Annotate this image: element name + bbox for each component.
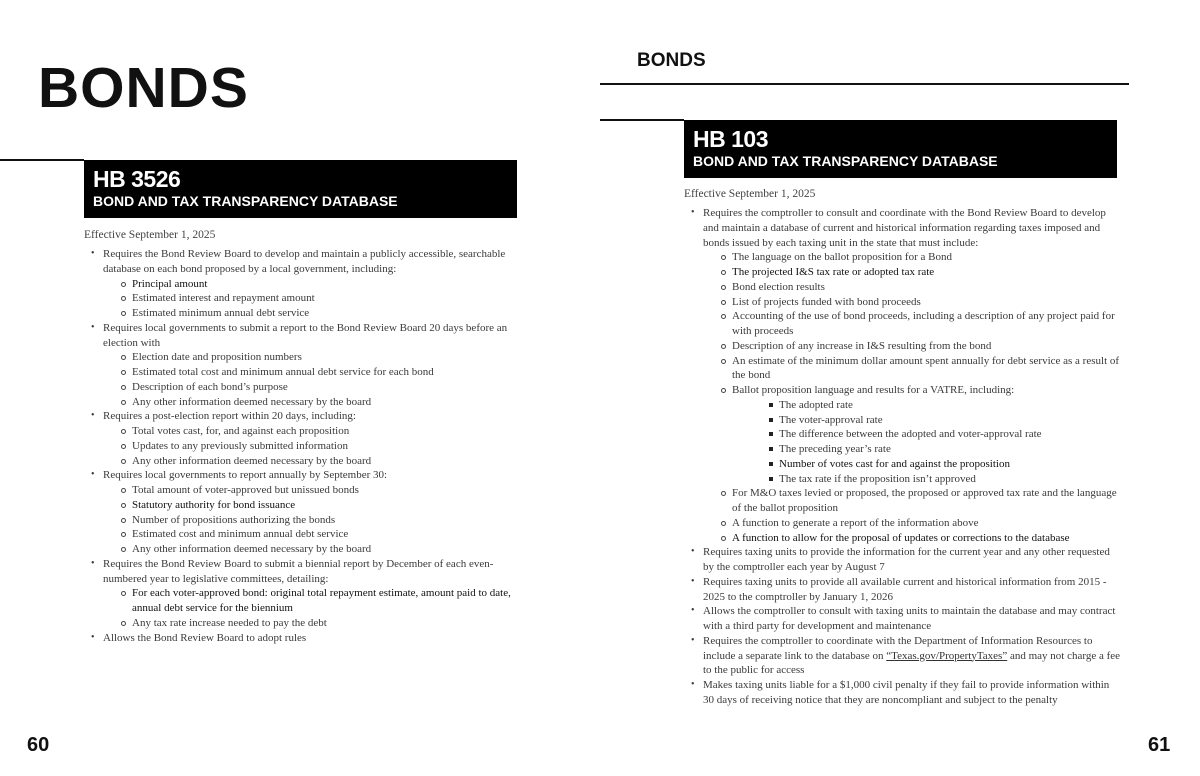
property-taxes-link[interactable]: “Texas.gov/PropertyTaxes” xyxy=(886,649,1008,662)
list-item: Any other information deemed necessary by the board xyxy=(103,395,522,410)
list-item: The preceding year’s rate xyxy=(732,442,1122,457)
list-item: A function to allow for the proposal of updates or corrections to the database xyxy=(703,531,1122,546)
bill-header-hb103 xyxy=(684,120,1117,178)
list-item: Total amount of voter-approved but unissued bonds xyxy=(103,483,522,498)
list-item: Updates to any previously submitted information xyxy=(103,439,522,454)
list-item: Ballot proposition language and results for a VATRE, including: The adopted rate The voter-approval rate The difference between the adopted and voter-approval rate The preceding year’s rate Number of votes cast for and against the proposition The tax rate if the proposition isn’t approved xyxy=(703,383,1122,486)
list-item: • Requires taxing units to provide all available current and historical information from 2015 - 2025 to the comptroller by January 1, 2026 xyxy=(692,575,1122,605)
list-item: An estimate of the minimum dollar amount spent annually for debt service as a result of the bond xyxy=(703,354,1122,384)
list-item: For M&O taxes levied or proposed, the proposed or approved tax rate and the language of the ballot proposition xyxy=(703,486,1122,516)
list-item: List of projects funded with bond proceeds xyxy=(703,295,1122,310)
list-item: • Requires local governments to submit a report to the Bond Review Board 20 days before an election with Election date and proposition numbers Estimated total cost and minimum annual debt service for each bond Description of each bond’s purpose Any other information deemed necessary by the board xyxy=(92,321,522,410)
hb103-provisions xyxy=(692,206,1122,708)
list-item: The adopted rate xyxy=(732,398,1122,413)
section-title: BONDS xyxy=(38,56,249,120)
hb3526-provisions xyxy=(92,247,522,645)
list-item: Total votes cast, for, and against each proposition xyxy=(103,424,522,439)
effective-date: Effective September 1, 2025 xyxy=(84,229,216,241)
effective-date: Effective September 1, 2025 xyxy=(684,188,816,200)
list-item: The projected I&S tax rate or adopted tax rate xyxy=(703,265,1122,280)
bill-title: BOND AND TAX TRANSPARENCY DATABASE xyxy=(693,153,998,169)
list-item: Bond election results xyxy=(703,280,1122,295)
list-item: Description of any increase in I&S resulting from the bond xyxy=(703,339,1122,354)
list-item: • Requires a post-election report within 20 days, including: Total votes cast, for, and against each proposition Updates to any previously submitted information Any other information deemed necessary by the board xyxy=(92,409,522,468)
list-item: Any tax rate increase needed to pay the debt xyxy=(103,616,522,631)
bill-header-hb3526 xyxy=(84,160,517,218)
list-item: Estimated total cost and minimum annual debt service for each bond xyxy=(103,365,522,380)
page-number: 60 xyxy=(27,734,50,756)
list-item: Statutory authority for bond issuance xyxy=(103,498,522,513)
list-item: Number of votes cast for and against the proposition xyxy=(732,457,1122,472)
list-item: The tax rate if the proposition isn’t approved xyxy=(732,472,1122,487)
list-item: The voter-approval rate xyxy=(732,413,1122,428)
list-item: • Requires local governments to report annually by September 30: Total amount of voter-approved but unissued bonds Statutory authority for bond issuance Number of propositions authorizing the bonds Estimated cost and minimum annual debt service Any other information deemed necessary by the board xyxy=(92,468,522,557)
list-item: Accounting of the use of bond proceeds, including a description of any project paid for with proceeds xyxy=(703,309,1122,339)
list-item: The language on the ballot proposition for a Bond xyxy=(703,250,1122,265)
bill-title: BOND AND TAX TRANSPARENCY DATABASE xyxy=(93,193,398,209)
list-item: • Allows the comptroller to consult with taxing units to maintain the database and may contract with a third party for development and maintenance xyxy=(692,604,1122,634)
list-item: • Requires the Bond Review Board to develop and maintain a publicly accessible, searchable database on each bond proposed by a local government, including: Principal amount Estimated interest and repayment amount Estimated minimum annual debt service xyxy=(92,247,522,321)
left-accent-rule xyxy=(0,159,84,161)
list-item: Any other information deemed necessary by the board xyxy=(103,454,522,469)
list-item: Principal amount xyxy=(103,277,522,292)
list-item: • Requires the comptroller to consult and coordinate with the Bond Review Board to develop and maintain a database of current and historical information regarding taxes imposed and bonds issued by each taxing unit in the state that must include: The language on the ballot proposition for a Bond The projected I&S tax rate or adopted tax rate Bond election results List of projects funded with bond proceeds Accounting of the use of bond proceeds, including a description of any project paid for with proceeds Description of any increase in I&S resulting from the bond An estimate of the minimum dollar amount spent annually for debt service as a result of the bond Ballot proposition language and results for a VATRE, including: The adopted rate The voter-approval rate The difference between the adopted and voter-approval rate The preceding year’s rate Number of votes cast for and against the proposition The tax rate if the proposition isn’t approved For M&O taxes levied or proposed, the proposed or approved tax rate and the language of the ballot proposition A function to generate a report of the information above A function to allow for the proposal of updates or corrections to the database xyxy=(692,206,1122,545)
list-item: The difference between the adopted and voter-approval rate xyxy=(732,427,1122,442)
list-item: • Requires the comptroller to coordinate with the Department of Information Resources to include a separate link to the database on “Texas.gov/PropertyTaxes” and may not charge a fee to the public for access xyxy=(692,634,1122,678)
page-number: 61 xyxy=(1148,734,1171,756)
list-item: Estimated interest and repayment amount xyxy=(103,291,522,306)
list-item: Number of propositions authorizing the bonds xyxy=(103,513,522,528)
bill-number: HB 103 xyxy=(693,126,768,152)
list-item: • Makes taxing units liable for a $1,000 civil penalty if they fail to provide information within 30 days of receiving notice that they are noncompliant and subject to the penalty xyxy=(692,678,1122,708)
running-head: BONDS xyxy=(637,50,706,71)
list-item: • Requires the Bond Review Board to submit a biennial report by December of each even-numbered year to legislative committees, detailing: For each voter-approved bond: original total repayment estimate, amount paid to date, annual debt service for the biennium Any tax rate increase needed to pay the debt xyxy=(92,557,522,631)
list-item: Any other information deemed necessary by the board xyxy=(103,542,522,557)
list-item: Election date and proposition numbers xyxy=(103,350,522,365)
list-item: • Allows the Bond Review Board to adopt rules xyxy=(92,631,522,646)
list-item: Estimated cost and minimum annual debt service xyxy=(103,527,522,542)
list-item: • Requires taxing units to provide the information for the current year and any other requested by the comptroller each year by August 7 xyxy=(692,545,1122,575)
bill-number: HB 3526 xyxy=(93,166,181,192)
list-item: For each voter-approved bond: original total repayment estimate, amount paid to date, annual debt service for the biennium xyxy=(103,586,522,616)
header-rule xyxy=(600,83,1129,85)
right-accent-rule xyxy=(600,119,684,121)
list-item: Description of each bond’s purpose xyxy=(103,380,522,395)
list-item: A function to generate a report of the information above xyxy=(703,516,1122,531)
list-item: Estimated minimum annual debt service xyxy=(103,306,522,321)
